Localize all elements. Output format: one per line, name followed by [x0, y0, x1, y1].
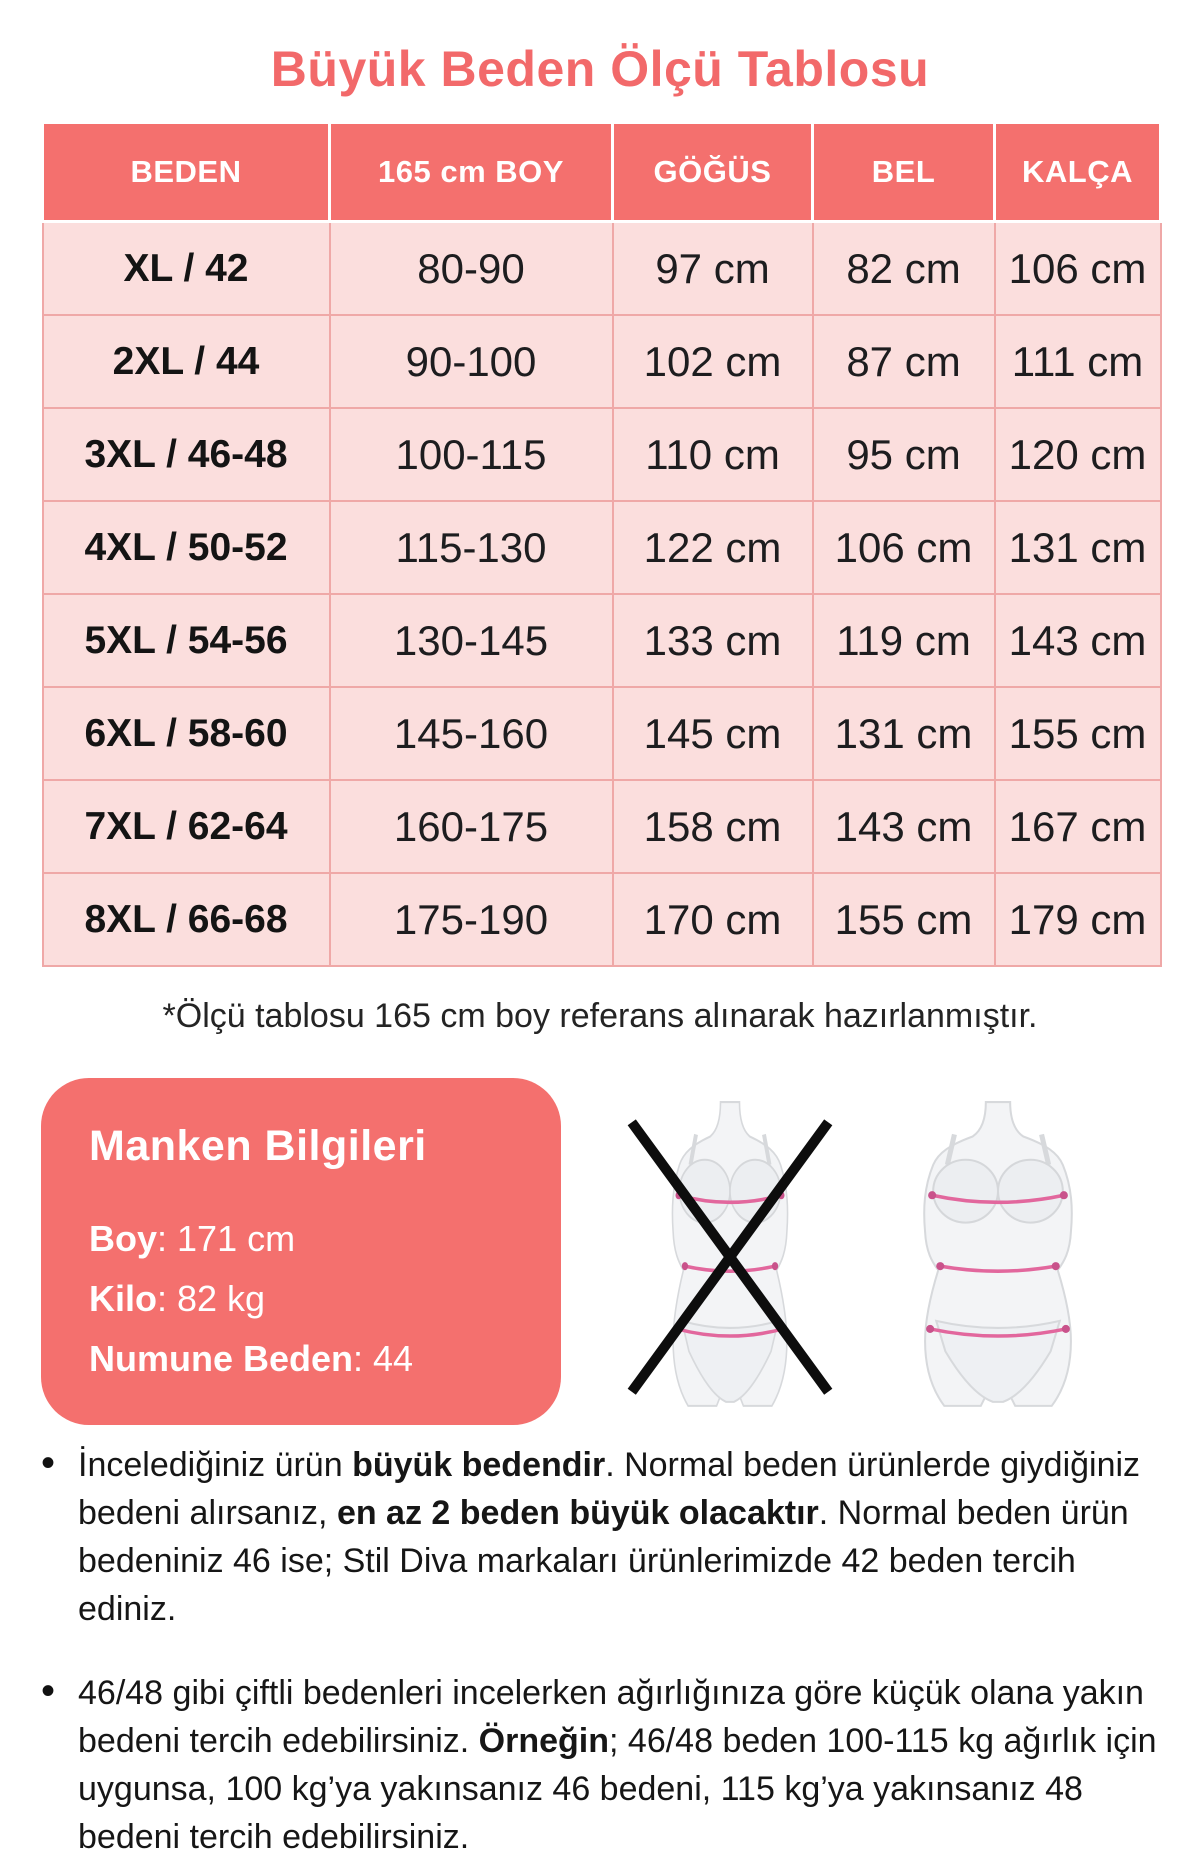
hip-cell: 131 cm [995, 501, 1161, 594]
table-row [43, 315, 1161, 408]
size-cell: 5XL / 54-56 [43, 594, 330, 687]
waist-cell: 143 cm [813, 780, 995, 873]
col-header-beden: BEDEN [43, 124, 330, 222]
model-height-line [89, 1209, 513, 1269]
note-text-segment: . Normal beden ürünlerde giydiğiniz bedeni alırsanız, [78, 1446, 1141, 1532]
table-row [43, 222, 1161, 316]
chest-cell: 102 cm [613, 315, 813, 408]
note-bold-segment: Örneğin [478, 1722, 610, 1760]
waist-cell: 95 cm [813, 408, 995, 501]
col-header-gogus: GÖĞÜS [613, 124, 813, 222]
table-footnote: *Ölçü tablosu 165 cm boy referans alınarak hazırlanmıştır. [162, 997, 1038, 1035]
note-text-segment: 46/48 gibi çiftli bedenleri incelerken ağırlığınıza göre küçük olana yakın bedeni tercih edebilirsiniz. [78, 1674, 1144, 1760]
plus-size-body-measurements-icon [891, 1098, 1105, 1412]
waist-cell: 87 cm [813, 315, 995, 408]
waist-cell: 106 cm [813, 501, 995, 594]
table-row [43, 501, 1161, 594]
hip-cell: 120 cm [995, 408, 1161, 501]
boy-cell: 115-130 [330, 501, 613, 594]
table-row [43, 408, 1161, 501]
waist-cell: 119 cm [813, 594, 995, 687]
model-height-value: : 171 cm [157, 1218, 296, 1259]
boy-cell: 145-160 [330, 687, 613, 780]
col-header-boy: 165 cm BOY [330, 124, 613, 222]
model-sample-size-label: Numune Beden [89, 1338, 354, 1379]
page-title: Büyük Beden Ölçü Tablosu [270, 41, 930, 97]
boy-cell: 160-175 [330, 780, 613, 873]
note-double-size-advice [41, 1669, 1159, 1861]
model-weight-line [89, 1269, 513, 1329]
note-bold-segment: en az 2 beden büyük olacaktır [336, 1494, 819, 1532]
model-sample-size-line [89, 1329, 513, 1389]
table-row [43, 873, 1161, 966]
boy-cell: 130-145 [330, 594, 613, 687]
model-weight-label: Kilo [89, 1278, 157, 1319]
size-cell: 2XL / 44 [43, 315, 330, 408]
size-cell: 7XL / 62-64 [43, 780, 330, 873]
model-info-card [41, 1078, 561, 1425]
chest-cell: 110 cm [613, 408, 813, 501]
hip-cell: 155 cm [995, 687, 1161, 780]
hip-cell: 143 cm [995, 594, 1161, 687]
notes-section [41, 1441, 1159, 1861]
chest-cell: 145 cm [613, 687, 813, 780]
size-table [41, 124, 1162, 967]
chest-cell: 97 cm [613, 222, 813, 316]
model-info-section [41, 1078, 1159, 1425]
model-info-title: Manken Bilgileri [89, 1122, 427, 1170]
size-cell: 4XL / 50-52 [43, 501, 330, 594]
plus-body-silhouette [924, 1102, 1072, 1406]
chest-cell: 122 cm [613, 501, 813, 594]
hip-cell: 167 cm [995, 780, 1161, 873]
model-height-label: Boy [89, 1218, 158, 1259]
chest-cell: 158 cm [613, 780, 813, 873]
boy-cell: 100-115 [330, 408, 613, 501]
waist-cell: 155 cm [813, 873, 995, 966]
note-text-segment: ; 46/48 beden 100-115 kg ağırlık için uygunsa, 100 kg’ya yakınsanız 46 bedeni, 115 kg’ya yakınsanız 48 bedeni tercih edebilirsiniz. [78, 1722, 1157, 1856]
size-table-header-row [43, 124, 1161, 222]
chest-cell: 133 cm [613, 594, 813, 687]
boy-cell: 80-90 [330, 222, 613, 316]
model-sample-size-value: : 44 [353, 1338, 414, 1379]
waist-cell: 131 cm [813, 687, 995, 780]
note-text-segment: . Normal beden ürün bedeniniz 46 ise; Stil Diva markaları ürünlerimizde 42 beden tercih ediniz. [78, 1494, 1129, 1628]
note-text-segment: İncelediğiniz ürün [78, 1446, 353, 1484]
size-cell: XL / 42 [43, 222, 330, 316]
col-header-bel: BEL [813, 124, 995, 222]
note-bold-segment: büyük bedendir [352, 1446, 606, 1484]
hip-cell: 179 cm [995, 873, 1161, 966]
hip-cell: 111 cm [995, 315, 1161, 408]
chest-cell: 170 cm [613, 873, 813, 966]
model-weight-value: : 82 kg [157, 1278, 266, 1319]
crossed-out-slim-body-icon [623, 1098, 837, 1412]
waist-cell: 82 cm [813, 222, 995, 316]
col-header-kalca: KALÇA [995, 124, 1161, 222]
table-row [43, 594, 1161, 687]
boy-cell: 175-190 [330, 873, 613, 966]
size-cell: 8XL / 66-68 [43, 873, 330, 966]
size-cell: 3XL / 46-48 [43, 408, 330, 501]
table-row [43, 780, 1161, 873]
table-row [43, 687, 1161, 780]
size-cell: 6XL / 58-60 [43, 687, 330, 780]
hip-cell: 106 cm [995, 222, 1161, 316]
body-figures [623, 1078, 1105, 1412]
note-plus-size-warning [41, 1441, 1159, 1633]
boy-cell: 90-100 [330, 315, 613, 408]
